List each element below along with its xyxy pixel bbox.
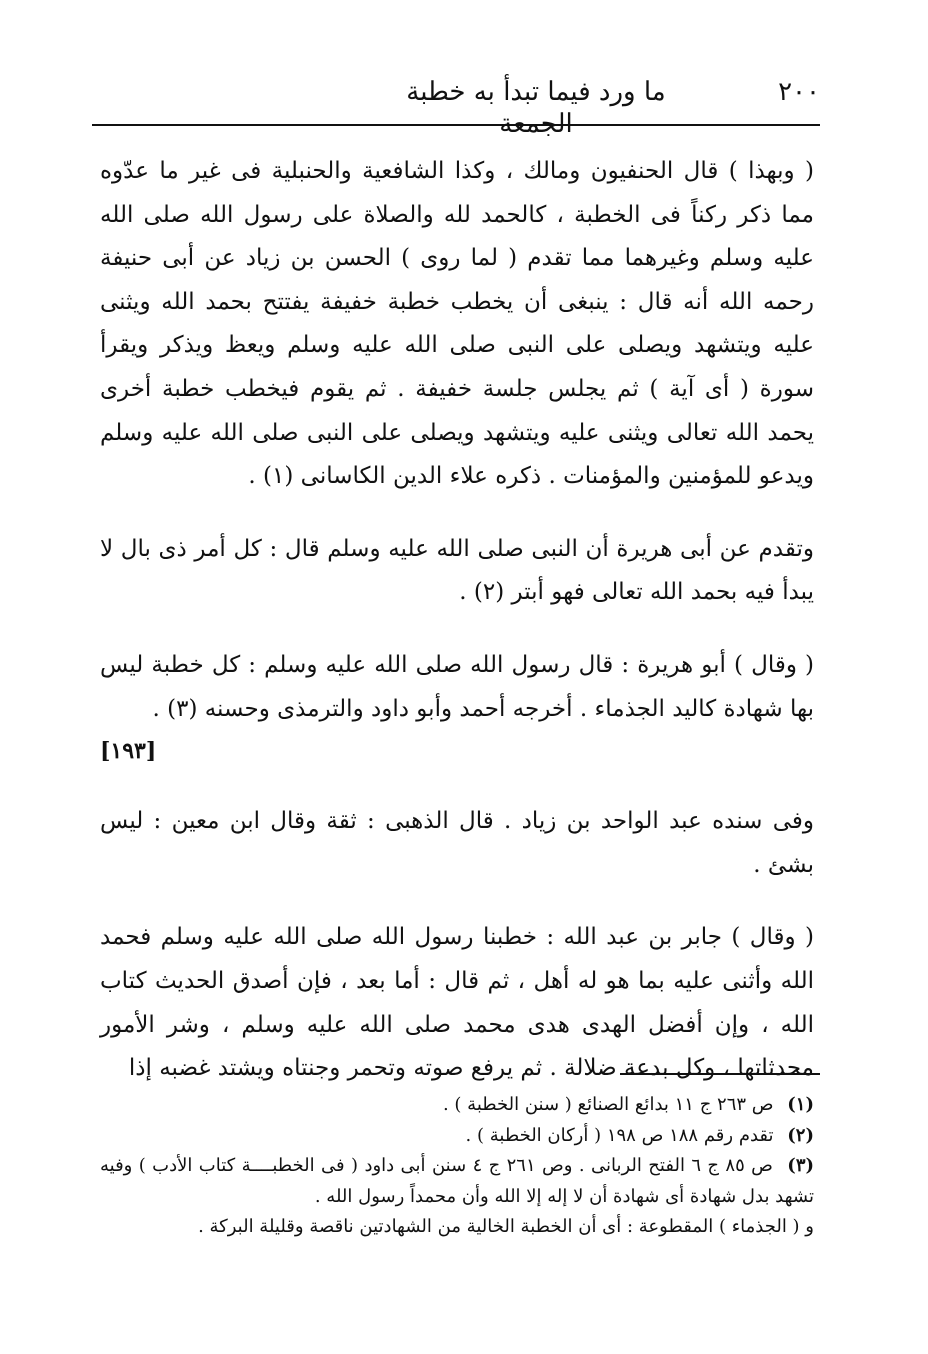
paragraph-1: ( وبهذا ) قال الحنفيون ومالك ، وكذا الشافعية والحنبلية فى غير ما عدّوه مما ذكر ركناً فى الخطبة ، كالحمد لله والصلاة على رسول الله صلى الله عليه وسلم وغيرهما مما تقدم ( لما روى ) الحسن بن زياد عن أبى حنيفة رحمه الله أنه قال : ينبغى أن يخطب خطبة خفيفة يفتتح بحمد الله ويثنى عليه ويتشهد ويصلى على النبى صلى الله عليه وسلم ويعظ ويذكر ويقرأ سورة ( أى آية ) ثم يجلس جلسة خفيفة . ثم يقوم فيخطب خطبة أخرى يحمد الله تعالى ويثنى عليه ويتشهد ويصلى على النبى صلى الله عليه وسلم ويدعو للمؤمنين والمؤمنات . ذكره علاء الدين الكاسانى (١) .: [100, 158, 814, 490]
footnote-1-number: (١): [787, 1094, 814, 1115]
footnote-3-number: (٣): [787, 1155, 815, 1176]
page-header: [92, 70, 820, 139]
footnote-2-number: (٢): [787, 1124, 814, 1146]
paragraph-2: وتقدم عن أبى هريرة أن النبى صلى الله عليه وسلم قال : كل أمر ذى بال لا يبدأ فيه بحمد الله تعالى فهو أبتر (٢) .: [100, 535, 814, 606]
footnote-2: [100, 1121, 814, 1152]
header-rule: [92, 124, 820, 126]
paragraph-5: ( وقال ) جابر بن عبد الله : خطبنا رسول الله صلى الله عليه وسلم فحمد الله وأثنى عليه بما هو له أهل ، ثم قال : أما بعد ، فإن أصدق الحديث كتاب الله ، وإن أفضل الهدى هدى محمد صلى الله عليه وسلم ، وشر الأمور محدثاتها ، وكل بدعة ضلالة . ثم يرفع صوته وتحمر وجنتاه ويشتد غضبه إذا: [100, 924, 814, 1082]
footnotes: [100, 1090, 814, 1243]
footnote-3-continuation: و ( الجذماء ) المقطوعة : أى أن الخطبة الخالية من الشهادتين ناقصة وقليلة البركة .: [198, 1216, 814, 1237]
paragraph-4: وفى سنده عبد الواحد بن زياد . قال الذهبى : ثقة وقال ابن معين : ليس بشئ .: [100, 808, 814, 878]
running-title: ما ورد فيما تبدأ به خطبة الجمعة: [406, 77, 666, 139]
footnote-1-text: ص ٢٦٣ ج ١١ بدائع الصنائع ( سنن الخطبة ) .: [442, 1094, 774, 1115]
footnote-3-text: ص ٨٥ ج ٦ الفتح الربانى . وص ٢٦١ ج ٤ سنن أبى داود ( فى الخطبــــة كتاب الأدب ) وفيه تشهد بدل شهادة أى شهادة أن لا إله إلا الله وأن محمداً رسول الله .: [100, 1155, 814, 1207]
main-text: [100, 150, 814, 1091]
paragraph-3: ( وقال ) أبو هريرة : قال رسول الله صلى الله عليه وسلم : كل خطبة ليس بها شهادة كاليد الجذماء . أخرجه أحمد وأبو داود والترمذى وحسنه (٣) .: [100, 651, 814, 722]
page-number: ٢٠٠: [778, 77, 820, 107]
hadith-number-marker: [١٩٣]: [100, 738, 157, 765]
footnote-1: [100, 1090, 814, 1121]
footnote-3: [100, 1151, 814, 1212]
footnote-2-text: تقدم رقم ١٨٨ ص ١٩٨ ( أركان الخطبة ) .: [465, 1124, 774, 1146]
footnote-rule: [620, 1073, 820, 1075]
